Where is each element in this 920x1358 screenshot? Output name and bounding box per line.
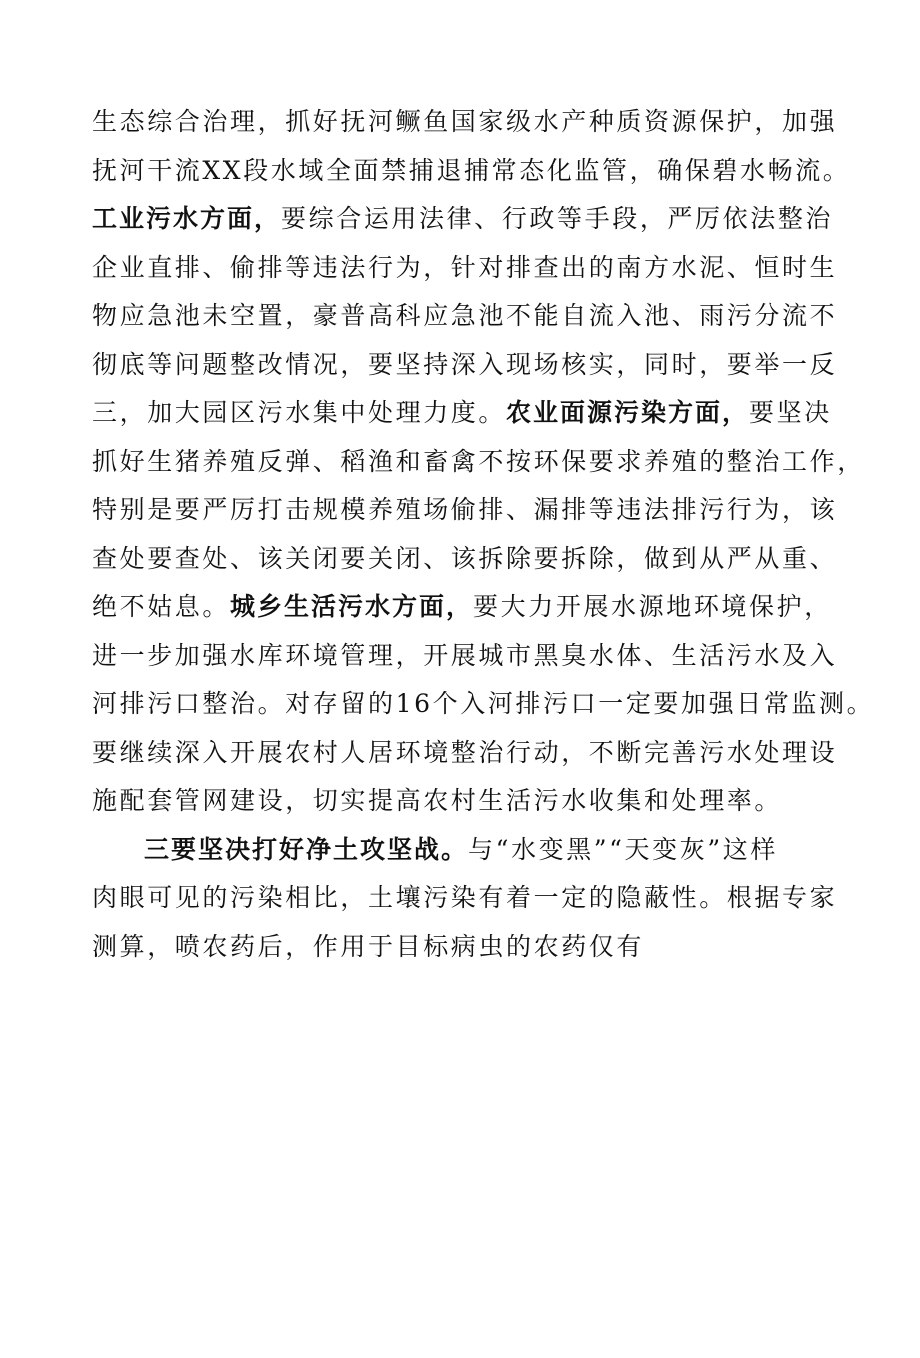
text-line: [92, 777, 792, 826]
text-run: 要坚决: [749, 398, 832, 427]
text-run: 进一步加强水库环境管理，开展城市黑臭水体、生活污水及入: [92, 640, 838, 670]
text-line: [92, 341, 838, 390]
text-run: 与“水变黑”“天变灰”这样: [468, 834, 778, 864]
text-line: [92, 438, 865, 487]
text-run: 物应急池未空置，豪普高科应急池不能自流入池、雨污分流不: [92, 301, 838, 330]
text-line: [92, 389, 832, 438]
text-run: 肉眼可见的污染相比，土壤污染有着一定的隐蔽性。根据专家: [92, 883, 838, 912]
text-line: [92, 147, 851, 196]
text-run: 要继续深入开展农村人居环境整治行动，不断完善污水处理设: [92, 737, 838, 767]
paragraph-first-line: [92, 826, 792, 875]
heading-run: 城乡生活污水方面，: [230, 592, 474, 621]
text-line: [92, 583, 832, 632]
text-run: 河排污口整治。对存留的16个入河排污口一定要加强日常监测。: [92, 689, 875, 718]
text-line: [92, 98, 838, 147]
text-line: [92, 874, 838, 923]
heading-run: 农业面源污染方面，: [506, 398, 750, 427]
text-run: 查处要查处、该关闭要关闭、该拆除要拆除，做到从严从重、: [92, 543, 838, 573]
text-line: [92, 923, 792, 972]
text-line: [92, 244, 838, 293]
text-run: 要综合运用法律、行政等手段，严厉依法整治: [281, 204, 834, 233]
text-line: [92, 195, 834, 244]
text-run: 测算，喷农药后，作用于目标病虫的农药仅有: [92, 931, 645, 961]
heading-run: 三要坚决打好净土攻坚战。: [144, 834, 469, 864]
text-line: [92, 292, 838, 341]
text-line: [92, 535, 838, 584]
text-run: 生态综合治理，抓好抚河鳜鱼国家级水产种质资源保护，加强: [92, 107, 838, 136]
text-run: 抚河干流XX段水域全面禁捕退捕常态化监管，确保碧水畅流。: [92, 155, 851, 185]
text-run: 特别是要严厉打击规模养殖场偷排、漏排等违法排污行为，该: [92, 495, 838, 524]
text-run: 绝不姑息。: [92, 592, 231, 621]
text-run: 企业直排、偷排等违法行为，针对排查出的南方水泥、恒时生: [92, 252, 838, 282]
text-line: [92, 486, 838, 535]
text-run: 三，加大园区污水集中处理力度。: [92, 398, 507, 427]
text-run: 施配套管网建设，切实提高农村生活污水收集和处理率。: [92, 786, 783, 815]
document-body: [92, 98, 875, 971]
text-run: 要大力开展水源地环境保护，: [473, 592, 832, 621]
text-line: [92, 729, 838, 778]
text-line: [92, 632, 838, 681]
text-run: 彻底等问题整改情况，要坚持深入现场核实，同时，要举一反: [92, 349, 838, 379]
text-run: 抓好生猪养殖反弹、稻渔和畜禽不按环保要求养殖的整治工作，: [92, 446, 865, 476]
text-line: [92, 680, 875, 729]
heading-run: 工业污水方面，: [92, 204, 282, 233]
